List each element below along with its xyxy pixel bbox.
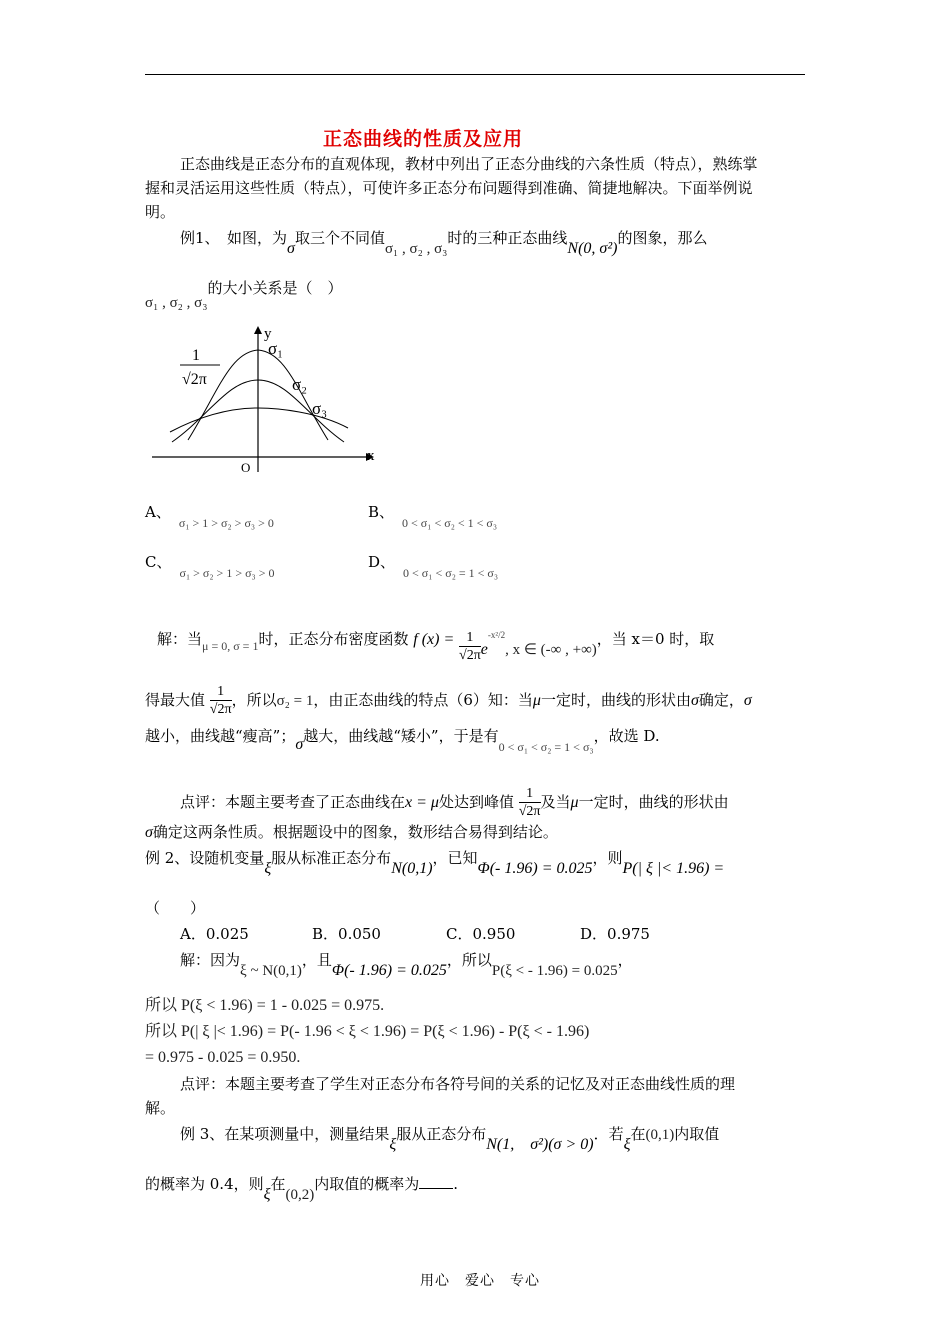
text: 的图象，那么 [617, 229, 708, 247]
math-xi: ξ [264, 860, 272, 877]
text: ，所以 [446, 951, 492, 969]
math-xi: ξ [623, 1136, 631, 1153]
text: 及当 [540, 793, 571, 811]
math-phi: Φ(- 1.96) = 0.025 [477, 860, 593, 877]
text: 解：当 [157, 630, 203, 648]
denominator: √2π [518, 804, 541, 819]
example-2-bracket: （ ） [145, 899, 206, 917]
math-sigmas: σ₁ , σ₂ , σ₃ [384, 241, 448, 257]
math-sigma: σ [295, 736, 304, 753]
text: ．若 [593, 1125, 624, 1143]
math-mu: μ [570, 794, 579, 811]
math-exponent: -x²/2 [487, 630, 506, 640]
text: 的概率为 0.4，则 [145, 1175, 264, 1193]
option-a [145, 502, 274, 530]
text: ，且 [301, 951, 332, 969]
example-3-line-1 [180, 1124, 720, 1153]
numerator: 1 [459, 630, 481, 647]
math-interval: (0,2) [285, 1187, 315, 1203]
example-2-option-c: C．0.950 [446, 925, 516, 943]
review-1-line-2 [145, 822, 558, 843]
math-p: P(| ξ |< 1.96) = [622, 860, 725, 877]
label-sigma-3: σ₃ [312, 399, 328, 418]
text: 时的三种正态曲线 [447, 229, 568, 247]
y-axis-label: y [264, 326, 272, 342]
math-sigma: σ [145, 824, 153, 841]
normal-curves-figure [148, 322, 378, 482]
text: 内取值 [674, 1125, 720, 1143]
denominator: √2π [209, 702, 232, 717]
frac-denominator: √2π [182, 371, 207, 388]
fraction [459, 630, 481, 664]
text: 点评：本题主要考查了正态曲线在 [180, 793, 406, 811]
math-sigma: σ [743, 692, 752, 709]
option-label: B、 [368, 503, 395, 521]
text: ，由正态曲线的特点（6）知：当 [313, 691, 533, 709]
text: . [453, 1175, 459, 1193]
text: 例 2、设随机变量 [145, 849, 265, 867]
math-inequality: 0 < σ₁ < σ₂ = 1 < σ₃ [498, 740, 594, 754]
review-1-line-1 [180, 786, 729, 820]
label-sigma-1: σ₁ [268, 339, 284, 358]
example-2-option-b: B．0.050 [312, 925, 381, 943]
math-e: e [480, 641, 488, 658]
header-rule [145, 74, 805, 75]
math-sigmas: σ₁ , σ₂ , σ₃ [145, 295, 208, 311]
math-eq: x = μ [405, 794, 439, 811]
solution-1-line-2 [145, 684, 752, 718]
text: ，所以 [231, 691, 277, 709]
math-sigma: σ [287, 240, 295, 257]
math-xi: ξ [389, 1136, 397, 1153]
math-dist: N(1, σ²)(σ > 0) [486, 1136, 594, 1153]
solution-1-line-3 [145, 726, 660, 754]
denominator: √2π [459, 648, 481, 663]
math-interval: (0,1) [645, 1127, 675, 1143]
math-dist: N(0,1) [391, 860, 433, 877]
math-fx: f (x) = [413, 631, 455, 648]
example-1-statement [180, 228, 708, 257]
option-math: σ₁ > σ₂ > 1 > σ₃ > 0 [179, 566, 275, 580]
text: ，故选 D. [593, 727, 660, 745]
option-label: C、 [145, 553, 172, 571]
solution-2-line-3: 所以 P(| ξ |< 1.96) = P(- 1.96 < ξ < 1.96) = P(ξ < 1.96) - P(ξ < - 1.96) [145, 1023, 590, 1040]
solution-1-line-1 [157, 616, 714, 664]
intro-line-3: 明。 [145, 203, 176, 221]
intro-line-1: 正态曲线是正态分布的直观体现，教材中列出了正态分曲线的六条性质（特点），熟练掌 [180, 155, 758, 173]
text: ，当 x＝0 时，取 [596, 630, 715, 648]
math-xi: ξ [263, 1186, 271, 1203]
text: 内取值的概率为 [314, 1175, 420, 1193]
math-domain: , x ∈ (-∞ , +∞) [505, 642, 597, 658]
review-2-line-1: 点评：本题主要考查了学生对正态分布各符号间的关系的记忆及对正态曲线性质的理 [180, 1075, 736, 1093]
text: 服从正态分布 [396, 1125, 487, 1143]
text: 服从标准正态分布 [271, 849, 392, 867]
text: 一定时，曲线的形状由 [540, 691, 691, 709]
option-math: σ₁ > 1 > σ₂ > σ₃ > 0 [178, 516, 274, 530]
math-p: P(ξ < - 1.96) = 0.025 [491, 963, 618, 979]
text: 确定这两条性质。根据题设中的图象，数形结合易得到结论。 [152, 823, 558, 841]
text: 时，正态分布密度函数 [258, 630, 409, 648]
origin-label: O [241, 460, 251, 475]
solution-2-line-4: = 0.975 - 0.025 = 0.950. [145, 1049, 301, 1066]
text: 取三个不同值 [294, 229, 385, 247]
option-math: 0 < σ₁ < σ₂ < 1 < σ₃ [402, 516, 498, 530]
option-label: A、 [145, 503, 171, 521]
math-eq: σ₂ = 1 [276, 693, 314, 709]
text: 处达到峰值 [438, 793, 514, 811]
solution-2-line-1 [180, 950, 633, 979]
text: ，已知 [432, 849, 478, 867]
answer-blank [419, 1174, 453, 1189]
example-2-option-a: A．0.025 [180, 925, 249, 943]
text: 越大，曲线越“矮小”，于是有 [303, 727, 499, 745]
text: 得最大值 [145, 691, 206, 709]
text: ，则 [592, 849, 623, 867]
x-axis-label: x [367, 448, 375, 464]
numerator: 1 [519, 786, 541, 803]
math-sigma: σ [690, 692, 699, 709]
page-title: 正态曲线的性质及应用 [323, 128, 524, 150]
math-mu: μ [532, 692, 541, 709]
fraction [210, 684, 232, 718]
math-condition: μ = 0, σ = 1 [202, 639, 259, 653]
intro-line-2: 握和灵活运用这些性质（特点），可使许多正态分布问题得到准确、简捷地解决。下面举例说 [145, 179, 753, 197]
text: 一定时，曲线的形状由 [578, 793, 729, 811]
text: 确定， [698, 691, 744, 709]
option-label: D、 [368, 553, 396, 571]
y-axis-arrow [254, 326, 262, 334]
label-sigma-2: σ₂ [292, 375, 308, 394]
frac-numerator: 1 [192, 347, 200, 364]
text: 例 3、在某项测量中，测量结果 [180, 1125, 390, 1143]
text: 在 [270, 1175, 286, 1193]
example-2-statement [145, 848, 725, 877]
review-2-line-2: 解。 [145, 1099, 176, 1117]
example-3-line-2 [145, 1174, 459, 1203]
text: 例1、 如图，为 [180, 229, 288, 247]
option-c [145, 552, 275, 580]
text: 解：因为 [180, 951, 241, 969]
example-1-question [145, 278, 343, 311]
math-phi: Φ(- 1.96) = 0.025 [331, 962, 447, 979]
example-2-option-d: D．0.975 [580, 925, 650, 943]
numerator: 1 [210, 684, 232, 701]
solution-2-line-2: 所以 P(ξ < 1.96) = 1 - 0.025 = 0.975. [145, 997, 385, 1014]
math-dist: ξ ~ N(0,1) [240, 963, 302, 979]
fraction [519, 786, 541, 820]
page-footer: 用心 爱心 专心 [420, 1273, 540, 1289]
math-normal-dist: N(0, σ²) [567, 240, 618, 257]
text: 越小，曲线越“瘦高”； [145, 727, 296, 745]
text: 的大小关系是（ ） [207, 279, 343, 297]
option-math: 0 < σ₁ < σ₂ = 1 < σ₃ [403, 566, 499, 580]
text: ， [617, 951, 633, 969]
text: 在 [630, 1125, 646, 1143]
